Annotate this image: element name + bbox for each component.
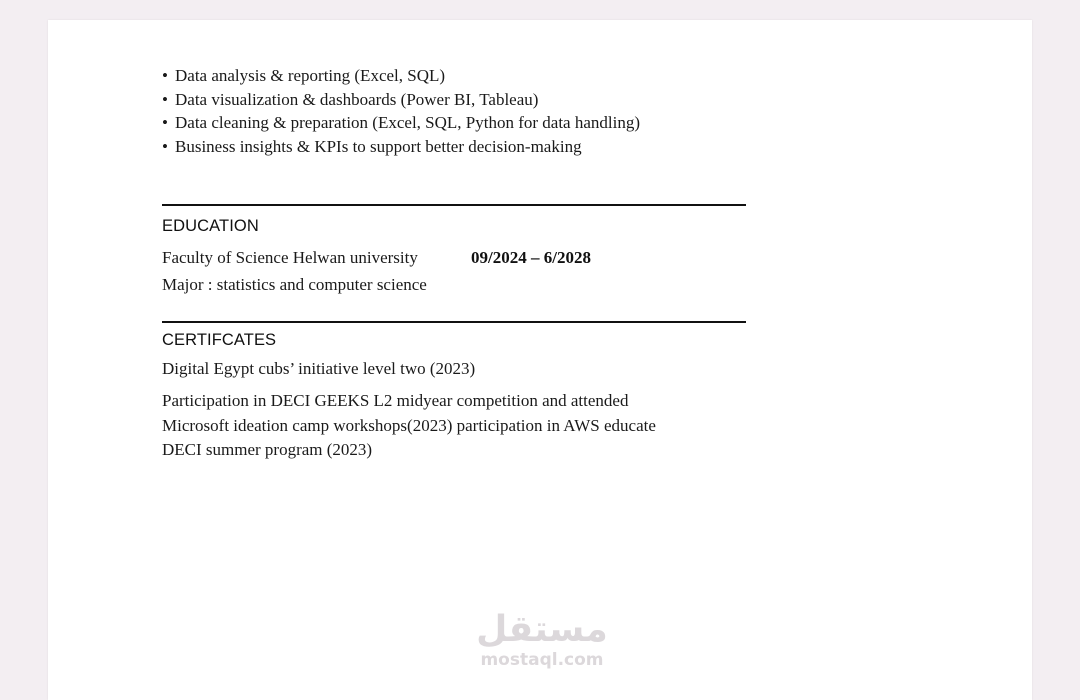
skill-text: Data cleaning & preparation (Excel, SQL, Python for data handling) (175, 113, 640, 132)
skill-item (162, 111, 762, 135)
bullet: • (162, 89, 168, 109)
bullet: • (162, 66, 168, 85)
education-major: Major : statistics and computer science (162, 275, 427, 294)
education-divider (162, 204, 746, 206)
certificates-heading: CERTIFCATES (162, 331, 277, 349)
certificate-item: Digital Egypt cubs’ initiative level two (2023) (162, 359, 476, 378)
watermark-url: mostaql.com (480, 650, 604, 670)
skills-list (162, 64, 762, 158)
education-dates: 09/2024 – 6/2028 (471, 248, 591, 267)
certificate-item (162, 389, 762, 463)
certificate-line: Participation in DECI GEEKS L2 midyear competition and attended (162, 391, 629, 410)
bullet: • (162, 113, 168, 132)
skill-text: Data analysis & reporting (Excel, SQL) (175, 66, 446, 85)
watermark-logo: مستقل (476, 609, 608, 650)
mostaql-watermark (472, 609, 612, 670)
skill-item (162, 88, 762, 112)
education-heading: EDUCATION (162, 217, 259, 235)
skill-text: Business insights & KPIs to support better decision-making (175, 136, 582, 156)
certificate-line: DECI summer program (2023) (162, 440, 373, 459)
skill-item (162, 135, 762, 159)
bullet: • (162, 136, 168, 156)
certificates-divider (162, 321, 746, 323)
education-school: Faculty of Science Helwan university (162, 248, 418, 267)
skill-text: Data visualization & dashboards (Power BI, Tableau) (175, 89, 539, 109)
document-page (48, 20, 1032, 700)
certificate-line: Microsoft ideation camp workshops(2023) participation in AWS educate (162, 415, 656, 435)
skill-item (162, 64, 762, 88)
